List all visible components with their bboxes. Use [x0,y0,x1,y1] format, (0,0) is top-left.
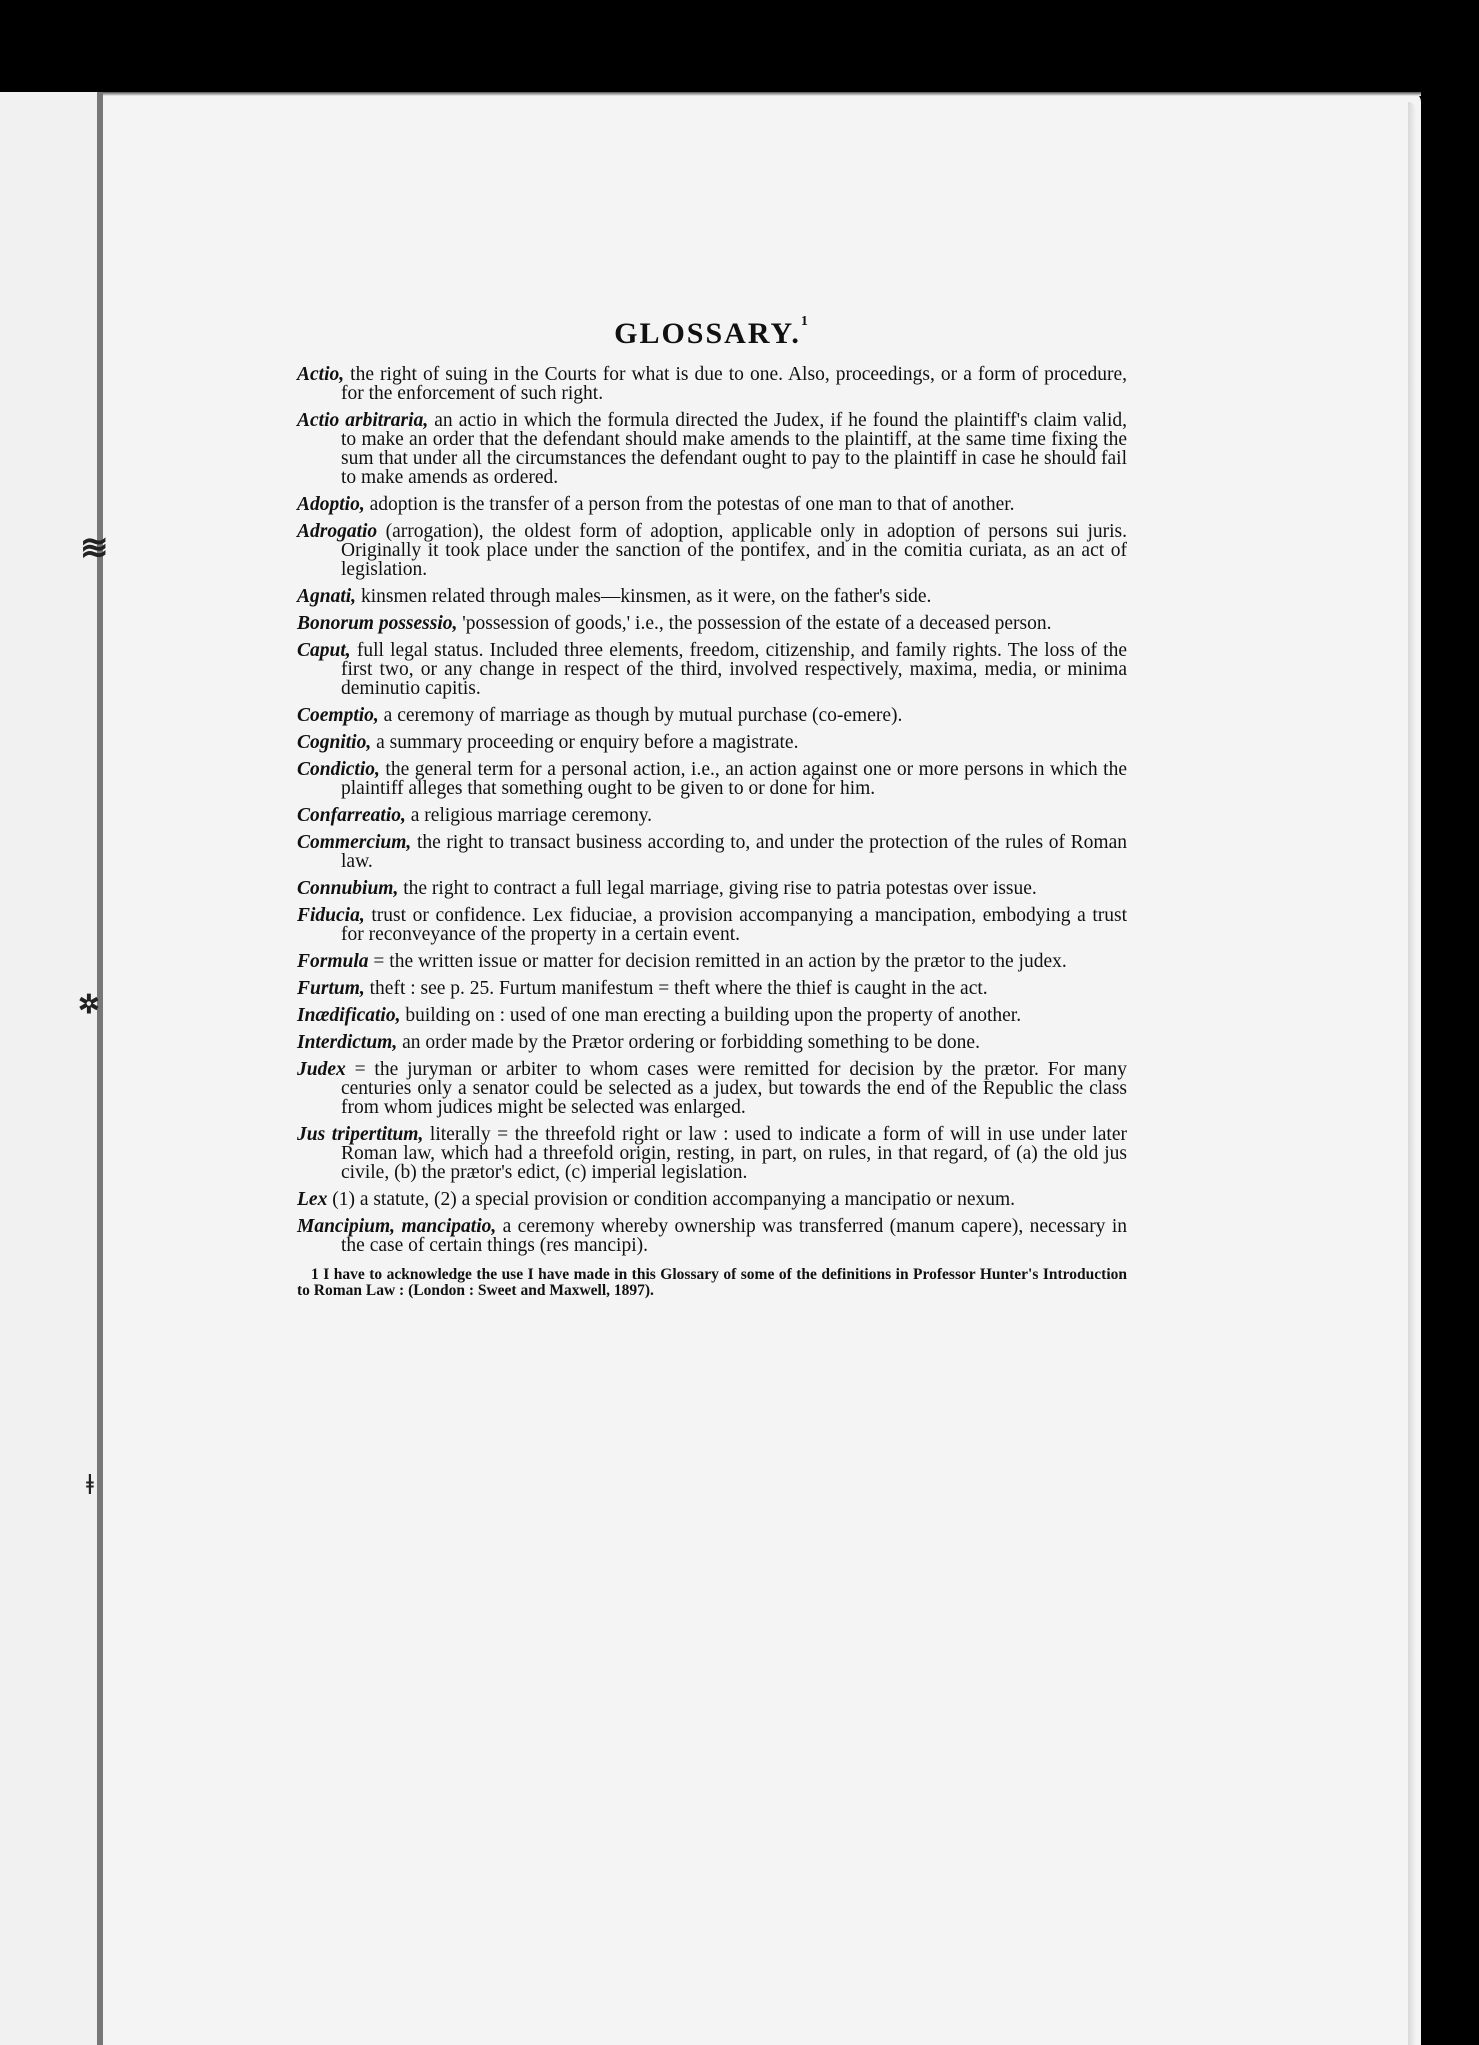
glossary-definition: (1) a statute, (2) a special provision or condition accompanying a mancipatio or nexum. [327,1189,1016,1210]
glossary-term: Cognitio, [297,732,372,753]
glossary-definition: building on : used of one man erecting a building upon the property of another. [400,1005,1022,1026]
glossary-term: Judex [297,1059,346,1080]
glossary-definition: (arrogation), the oldest form of adoption, applicable only in adoption of persons sui juris. Originally it took place under the sanction of the pontifex, and in the comitia curiata, as an act of legislation. [341,521,1127,580]
footnote-ref: 1 [800,314,810,329]
glossary-entry [297,1125,1127,1182]
glossary-term: Coemptio, [297,705,379,726]
glossary-term: Agnati, [297,586,357,607]
glossary-term: Actio arbitraria, [297,410,429,431]
margin-mark: ǂ [86,1470,94,1501]
glossary-entry [297,1060,1127,1117]
glossary-definition: 'possession of goods,' i.e., the possession of the estate of a deceased person. [457,613,1052,634]
glossary-content [297,314,1127,1299]
glossary-term: Lex [297,1189,328,1210]
glossary-term: Actio, [297,364,345,385]
glossary-entry [297,365,1127,403]
glossary-definition: kinsmen related through males—kinsmen, as it were, on the father's side. [356,586,932,607]
glossary-definition: = the juryman or arbiter to whom cases were remitted for decision by the prætor. For many centuries only a senator could be selected as a judex, but towards the end of the Republic the class from whom judices might be selected was enlarged. [341,1059,1127,1118]
glossary-term: Commercium, [297,832,412,853]
glossary-entry [297,1033,1127,1052]
glossary-entry [297,1006,1127,1025]
glossary-entries [297,365,1127,1255]
glossary-term: Adoptio, [297,494,365,515]
glossary-entry [297,833,1127,871]
glossary-definition: a ceremony of marriage as though by mutual purchase (co-emere). [378,705,903,726]
glossary-entry [297,733,1127,752]
glossary-definition: = the written issue or matter for decision remitted in an action by the prætor to the judex. [368,951,1067,972]
glossary-definition: the right to contract a full legal marriage, giving rise to patria potestas over issue. [398,878,1037,899]
glossary-definition: the right of suing in the Courts for what is due to one. Also, proceedings, or a form of procedure, for the enforcement of such right. [341,364,1127,404]
glossary-definition: theft : see p. 25. Furtum manifestum = theft where the thief is caught in the act. [364,978,988,999]
glossary-term: Mancipium, mancipatio, [297,1216,497,1237]
glossary-entry [297,952,1127,971]
glossary-term: Adrogatio [297,521,378,542]
glossary-term: Inædificatio, [297,1005,401,1026]
glossary-definition: the right to transact business according to, and under the protection of the rules of Roman law. [341,832,1127,872]
glossary-entry [297,614,1127,633]
page-top-edge [103,92,1421,96]
glossary-term: Connubium, [297,878,399,899]
glossary-entry [297,495,1127,514]
left-page [0,92,97,2045]
glossary-definition: trust or confidence. Lex fiduciae, a provision accompanying a mancipation, embodying a trust for reconveyance of the property in a certain event. [341,905,1127,945]
glossary-definition: a ceremony whereby ownership was transferred (manum capere), necessary in the case of certain things (res mancipi). [341,1216,1127,1256]
glossary-entry [297,522,1127,579]
glossary-definition: full legal status. Included three elements, freedom, citizenship, and family rights. The loss of the first two, or any change in respect of the third, involved respectively, maxima, media, or minima deminutio capitis. [341,640,1127,699]
footnote: 1 I have to acknowledge the use I have made in this Glossary of some of the definitions in Professor Hunter's Introduction to Roman Law : (London : Sweet and Maxwell, 1897). [297,1266,1127,1299]
glossary-entry [297,587,1127,606]
glossary-term: Caput, [297,640,351,661]
glossary-entry [297,760,1127,798]
glossary-entry [297,1190,1127,1209]
glossary-term: Jus tripertitum, [297,1124,424,1145]
glossary-entry [297,1217,1127,1255]
glossary-term: Bonorum possessio, [297,613,458,634]
glossary-entry [297,806,1127,825]
glossary-term: Interdictum, [297,1032,398,1053]
glossary-definition: a religious marriage ceremony. [405,805,653,826]
glossary-entry [297,641,1127,698]
glossary-term: Furtum, [297,978,365,999]
glossary-definition: a summary proceeding or enquiry before a magistrate. [371,732,799,753]
glossary-definition: literally = the threefold right or law : used to indicate a form of will in use under later Roman law, which had a threefold origin, resting, in part, on rules, in that regard, of (a) the old jus civile, (b) the prætor's edict, (c) imperial legislation. [341,1124,1127,1183]
glossary-definition: adoption is the transfer of a person from the potestas of one man to that of another. [364,494,1015,515]
glossary-entry [297,979,1127,998]
margin-mark: ≋ [80,530,109,567]
margin-mark: ✲ [78,990,100,1019]
glossary-entry [297,906,1127,944]
glossary-term: Formula [297,951,369,972]
glossary-term: Condictio, [297,759,380,780]
glossary-term: Confarreatio, [297,805,406,826]
glossary-entry [297,879,1127,898]
glossary-term: Fiducia, [297,905,365,926]
glossary-definition: the general term for a personal action, i.e., an action against one or more persons in which the plaintiff alleges that something ought to be given to or done for him. [341,759,1127,799]
glossary-definition: an actio in which the formula directed the Judex, if he found the plaintiff's claim valid, to make an order that the defendant should make amends to the plaintiff, at the same time fixing the sum that under all the circumstances the defendant ought to pay to the plaintiff in case he should fail to make amends as ordered. [341,410,1127,488]
glossary-entry [297,706,1127,725]
glossary-definition: an order made by the Prætor ordering or forbidding something to be done. [397,1032,980,1053]
glossary-entry [297,411,1127,487]
page-edge [1408,102,1416,2045]
page-title: GLOSSARY.$^1$ [614,314,810,350]
